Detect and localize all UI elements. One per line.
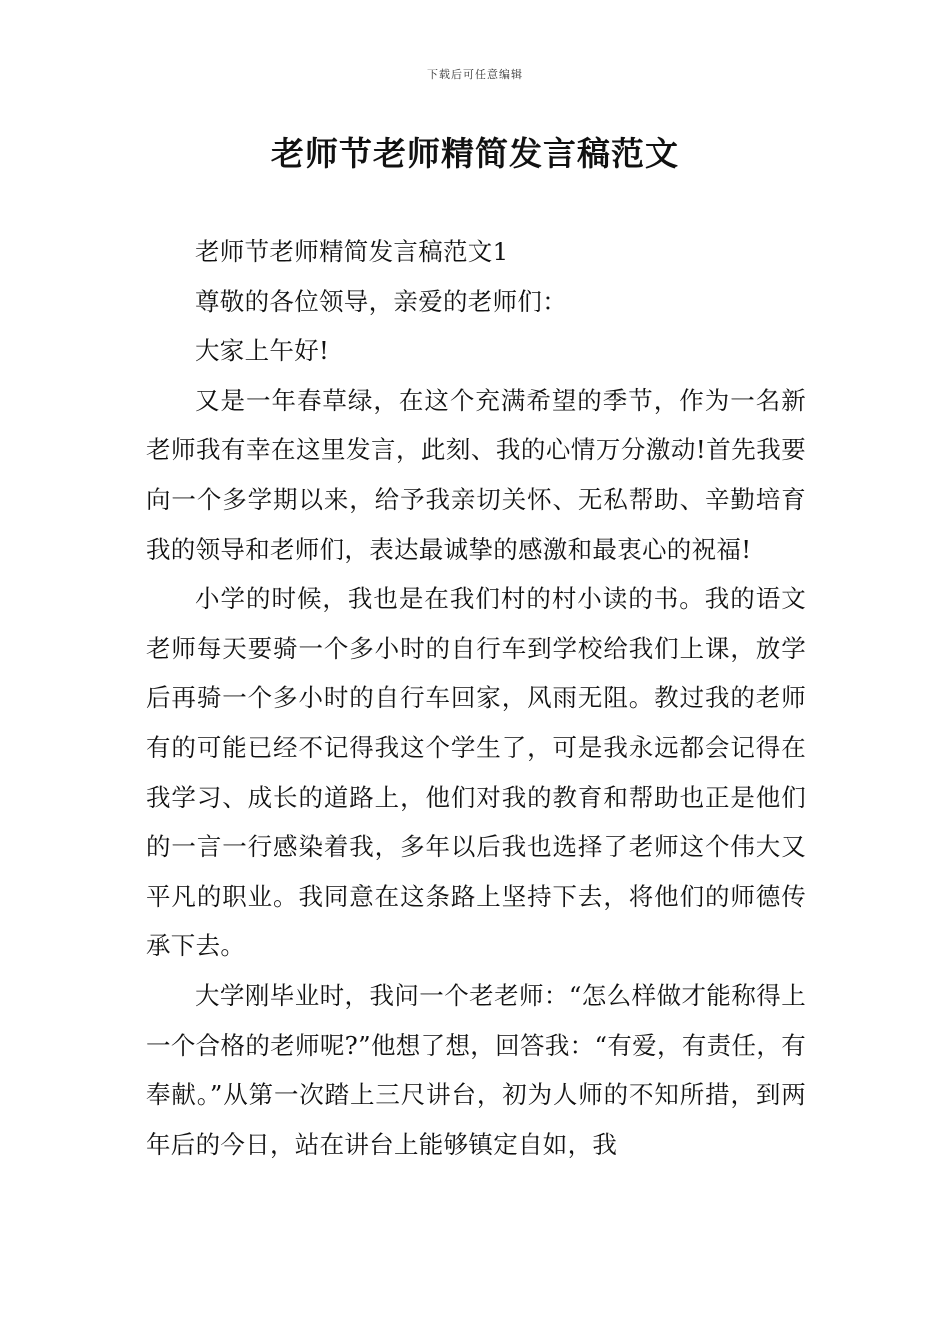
document-body <box>146 227 806 1169</box>
paragraph-greeting: 大家上午好! <box>195 336 330 366</box>
paragraph-subtitle: 老师节老师精简发言稿范文1 <box>195 237 509 266</box>
paragraph-salutation: 尊敬的各位领导，亲爱的老师们： <box>195 286 567 316</box>
header-note: 下载后可任意编辑 <box>427 68 523 81</box>
paragraph-body-1: 又是一年春草绿，在这个充满希望的季节，作为一名新老师我有幸在这里发言，此刻、我的心情万分激动!首先我要向一个多学期以来，给予我亲切关怀、无私帮助、辛勤培育我的领导和老师们，表达最诚挚的感激和最衷心的祝福! <box>146 385 806 564</box>
paragraph-body-2: 小学的时候，我也是在我们村的村小读的书。我的语文老师每天要骑一个多小时的自行车到学校给我们上课，放学后再骑一个多小时的自行车回家，风雨无阻。教过我的老师有的可能已经不记得我这个学生了，可是我永远都会记得在我学习、成长的道路上，他们对我的教育和帮助也正是他们的一言一行感染着我，多年以后我也选择了老师这个伟大又平凡的职业。我同意在这条路上坚持下去，将他们的师德传承下去。 <box>146 584 806 961</box>
document-title: 老师节老师精简发言稿范文 <box>271 134 679 173</box>
paragraph-body-3: 大学刚毕业时，我问一个老老师：“怎么样做才能称得上一个合格的老师呢?”他想了想，回答我：“有爱，有责任，有奉献。”从第一次踏上三尺讲台，初为人师的不知所措，到两年后的今日，站在讲台上能够镇定自如，我 <box>146 980 806 1159</box>
